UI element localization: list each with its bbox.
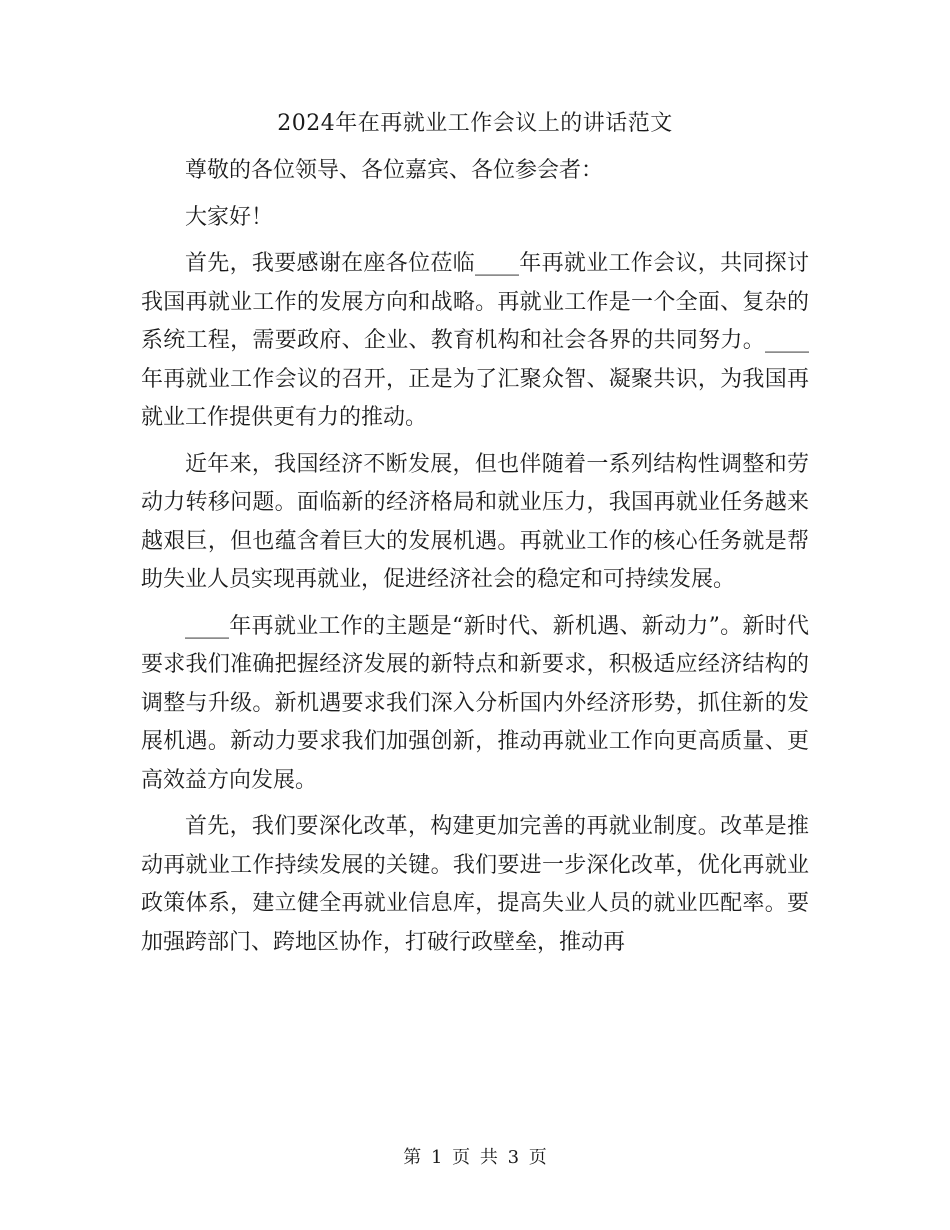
paragraph-body: ____年再就业工作的主题是“新时代、新机遇、新动力”。新时代要求我们准确把握经济发展的新特点和新要求，积极适应经济结构的调整与升级。新机遇要求我们深入分析国内外经济形势，抓住新的发展机遇。新动力要求我们加强创新，推动再就业工作向更高质量、更高效益方向发展。 — [141, 613, 809, 793]
paragraph-body: 近年来，我国经济不断发展，但也伴随着一系列结构性调整和劳动力转移问题。面临新的经济格局和就业压力，我国再就业任务越来越艰巨，但也蕴含着巨大的发展机遇。再就业工作的核心任务就是帮助失业人员实现再就业，促进经济社会的稳定和可持续发展。 — [141, 451, 809, 592]
paragraph-salutation: 尊敬的各位领导、各位嘉宾、各位参会者： — [185, 158, 604, 183]
document-title: 2024年在再就业工作会议上的讲话范文 — [277, 111, 673, 136]
paragraph-body: 首先，我们要深化改革，构建更加完善的再就业制度。改革是推动再就业工作持续发展的关键。我们要进一步深化改革，优化再就业政策体系，建立健全再就业信息库，提高失业人员的就业匹配率。要加强跨部门、跨地区协作，打破行政壁垒，推动再 — [141, 814, 809, 955]
paragraph-greeting: 大家好！ — [185, 204, 274, 230]
document-body — [141, 152, 809, 970]
page-number-footer: 第 1 页 共 3 页 — [403, 1147, 547, 1168]
paragraph-body: 首先，我要感谢在座各位莅临____年再就业工作会议，共同探讨我国再就业工作的发展方向和战略。再就业工作是一个全面、复杂的系统工程，需要政府、企业、教育机构和社会各界的共同努力。____年再就业工作会议的召开，正是为了汇聚众智、凝聚共识，为我国再就业工作提供更有力的推动。 — [141, 251, 809, 430]
